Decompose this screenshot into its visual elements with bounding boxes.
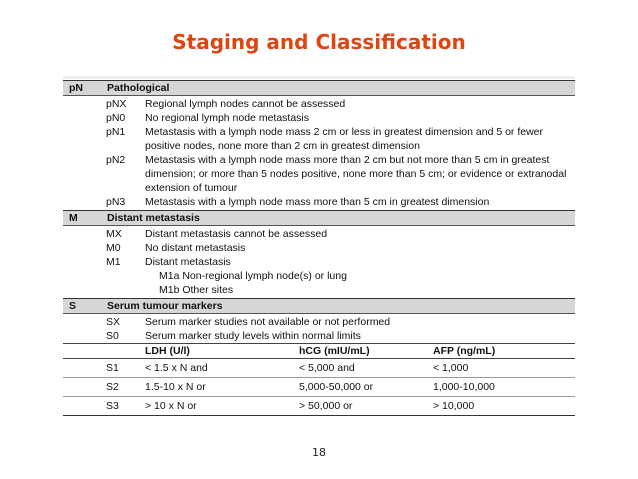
column-header: LDH (U/l) (145, 345, 190, 357)
page-number: 18 (312, 446, 326, 459)
section-label: Serum tumour markers (107, 300, 223, 312)
item-text: Metastasis with a lymph node mass 2 cm or less in greatest dimension and 5 or fewer (145, 126, 544, 138)
table-cell: 5,000-50,000 or (299, 381, 374, 393)
item-code: M0 (106, 242, 121, 254)
item-code: S0 (106, 330, 119, 342)
item-text-continued: positive nodes, none more than 2 cm in greatest dimension (145, 140, 420, 152)
table-row (63, 397, 575, 416)
row-code: S1 (106, 362, 119, 374)
marker-table-header (63, 343, 575, 359)
section-header-serum-markers (63, 298, 575, 314)
item-code: MX (106, 228, 122, 240)
item-text: Distant metastasis (145, 256, 231, 268)
table-cell: < 1.5 x N and (145, 362, 208, 374)
table-cell: > 10,000 (433, 400, 475, 412)
item-text: Metastasis with a lymph node mass more than 2 cm but not more than 5 cm in greatest (145, 154, 550, 166)
section-code: pN (69, 82, 83, 94)
item-code: pN0 (106, 112, 126, 124)
item-code: pN1 (106, 126, 126, 138)
item-code: pN3 (106, 196, 126, 208)
staging-table (63, 76, 575, 411)
column-header: hCG (mIU/mL) (299, 345, 370, 357)
section-header-distant-metastasis (63, 210, 575, 226)
section-code: S (69, 300, 77, 312)
item-text: Distant metastasis cannot be assessed (145, 228, 328, 240)
table-row (63, 378, 575, 397)
table-cell: < 1,000 (433, 362, 469, 374)
section-code: M (69, 212, 78, 224)
table-cell: < 5,000 and (299, 362, 355, 374)
cropped-top-strip (63, 76, 575, 79)
item-text-continued: dimension; or more than 5 nodes positive, none more than 5 cm; or evidence or extranodal (145, 168, 567, 180)
slide-title: Staging and Classification (172, 30, 466, 54)
sub-item-text: M1a Non-regional lymph node(s) or lung (159, 270, 347, 282)
table-cell: 1.5-10 x N or (145, 381, 206, 393)
item-text: Serum marker study levels within normal limits (145, 330, 361, 342)
item-code: pN2 (106, 154, 126, 166)
table-cell: > 50,000 or (299, 400, 353, 412)
table-cell: > 10 x N or (145, 400, 197, 412)
section-label: Distant metastasis (107, 212, 200, 224)
item-text: Metastasis with a lymph node mass more than 5 cm in greatest dimension (145, 196, 490, 208)
item-text: Regional lymph nodes cannot be assessed (145, 98, 346, 110)
section-label: Pathological (107, 82, 170, 94)
column-header: AFP (ng/mL) (433, 345, 496, 357)
table-row (63, 359, 575, 378)
table-cell: 1,000-10,000 (433, 381, 495, 393)
item-code: pNX (106, 98, 127, 110)
item-code: M1 (106, 256, 121, 268)
item-text-continued: extension of tumour (145, 182, 238, 194)
item-code: SX (106, 316, 121, 328)
item-text: No regional lymph node metastasis (145, 112, 310, 124)
item-text: Serum marker studies not available or not performed (145, 316, 391, 328)
section-header-pathological (63, 80, 575, 96)
row-code: S3 (106, 400, 119, 412)
sub-item-text: M1b Other sites (159, 284, 234, 296)
row-code: S2 (106, 381, 119, 393)
item-text: No distant metastasis (145, 242, 246, 254)
